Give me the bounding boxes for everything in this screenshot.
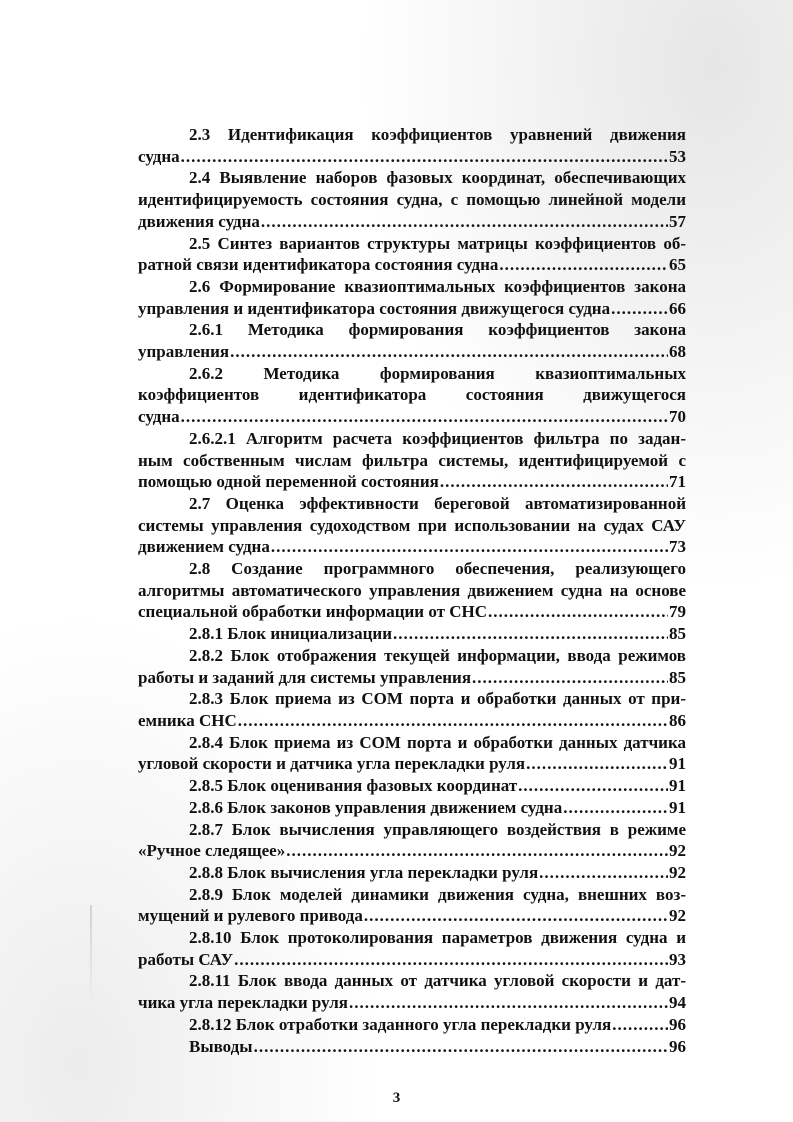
toc-entry-leader-line [138, 298, 686, 320]
dot-leader [181, 406, 668, 428]
toc-entry-title: 2.8.1 Блок инициализации [189, 624, 393, 644]
toc-entry-leader-line [138, 254, 686, 276]
toc-entry-title-line: 2.8 Создание программного обеспечения, реализующего [189, 559, 686, 579]
toc-page-number: 96 [669, 1036, 686, 1056]
toc-entry [138, 797, 686, 819]
toc-entry-title: работы САУ [138, 949, 234, 969]
toc-entry-title: 2.8.8 Блок вычисления угла перекладки руля [189, 862, 539, 882]
toc-entry [138, 428, 686, 493]
dot-leader [440, 471, 668, 493]
toc-entry-leader-line [138, 1036, 686, 1058]
toc-entry [138, 1014, 686, 1036]
toc-entry [138, 124, 686, 167]
toc-page-number: 73 [669, 537, 686, 557]
toc-entry [138, 623, 686, 645]
toc-page-number: 92 [669, 862, 686, 882]
toc-entry-title: работы и заданий для системы управления [138, 667, 472, 687]
toc-page-number: 79 [669, 602, 686, 622]
toc-entry-leader-line [138, 536, 686, 558]
toc-entry-title: 2.8.12 Блок отработки заданного угла перекладки руля [189, 1014, 612, 1034]
toc-page-number: 94 [669, 993, 686, 1013]
toc-entry-title-line: 2.8.7 Блок вычисления управляющего воздействия в режиме [189, 819, 686, 839]
toc-entry-title-line: 2.6 Формирование квазиоптимальных коэффициентов закона [189, 276, 686, 296]
toc-entry-title-line: системы управления судоходством при использовании на судах САУ [138, 515, 686, 535]
toc-entry [138, 645, 686, 688]
dot-leader [349, 992, 668, 1014]
dot-leader [499, 254, 668, 276]
toc-page-number: 85 [669, 667, 686, 687]
toc-entry-title: «Ручное следящее» [138, 841, 286, 861]
toc-entry-title: чика угла перекладки руля [138, 993, 348, 1013]
toc-entry-leader-line [138, 471, 686, 493]
toc-entry [138, 233, 686, 276]
toc-entry [138, 363, 686, 428]
toc-page-number: 66 [669, 298, 686, 318]
dot-leader [393, 623, 668, 645]
dot-leader [364, 905, 668, 927]
toc-entry-title-line: ным собственным числам фильтра системы, идентифицируемой с [138, 450, 686, 470]
toc-entry-title-line: коэффициентов идентификатора состояния движущегося [138, 385, 686, 405]
toc-entry-title: мущений и рулевого привода [138, 906, 363, 926]
toc-entry-leader-line [138, 840, 686, 862]
dot-leader [612, 1014, 668, 1036]
toc-page-number: 53 [669, 146, 686, 166]
toc-entry [138, 319, 686, 362]
toc-entry-title-line: идентифицируемость состояния судна, с помощью линейной модели [138, 190, 686, 210]
toc-entry-leader-line [138, 775, 686, 797]
toc-entry [138, 558, 686, 623]
toc-page-number: 92 [669, 841, 686, 861]
dot-leader [238, 710, 668, 732]
toc-entry-title: емника СНС [138, 710, 237, 730]
toc-entry-title: помощью одной переменной состояния [138, 472, 439, 492]
toc-entry-title-line: 2.4 Выявление наборов фазовых координат, обеспечивающих [189, 168, 686, 188]
dot-leader [611, 298, 668, 320]
toc-entry-title-line: 2.7 Оценка эффективности береговой автоматизированной [189, 493, 686, 513]
toc-entry-leader-line [138, 406, 686, 428]
toc-page-number: 70 [669, 407, 686, 427]
toc-entry-title-line: 2.3 Идентификация коэффициентов уравнений движения [189, 125, 686, 144]
toc-entry-title-line: 2.8.4 Блок приема из СОМ порта и обработки данных датчика [189, 732, 686, 752]
toc-entry [138, 167, 686, 232]
toc-entry-title: специальной обработки информации от СНС [138, 602, 487, 622]
toc-entry-title: движения судна [138, 211, 260, 231]
page-number: 3 [392, 1090, 401, 1106]
toc-entry [138, 884, 686, 927]
toc-page-number: 86 [669, 710, 686, 730]
toc-entry-leader-line [138, 862, 686, 884]
toc-entry-leader-line [138, 341, 686, 363]
toc-page-number: 91 [669, 754, 686, 774]
toc-entry-title: управления и идентификатора состояния движущегося судна [138, 298, 611, 318]
toc-entry-title: движением судна [138, 537, 270, 557]
toc-entry-title-line: 2.8.2 Блок отображения текущей информации, ввода режимов [189, 645, 686, 665]
toc-entry-title-line: алгоритмы автоматического управления движением судна на основе [138, 580, 686, 600]
toc-page-number: 85 [669, 624, 686, 644]
toc-entry-title-line: 2.5 Синтез вариантов структуры матрицы коэффициентов об- [189, 233, 686, 253]
toc-page-number: 65 [669, 255, 686, 275]
toc-entry-leader-line [138, 710, 686, 732]
dot-leader [254, 1036, 668, 1058]
toc-entry-title: угловой скорости и датчика угла перекладки руля [138, 754, 526, 774]
toc-entry-leader-line [138, 992, 686, 1014]
toc-page-number: 71 [669, 472, 686, 492]
toc-entry-leader-line [138, 667, 686, 689]
toc-entry-title-line: 2.8.11 Блок ввода данных от датчика угловой скорости и дат- [189, 971, 686, 991]
dot-leader [271, 536, 668, 558]
toc-entry-title-line: 2.6.1 Методика формирования коэффициентов закона [189, 320, 686, 340]
toc-entry [138, 970, 686, 1013]
toc-entry-leader-line [138, 211, 686, 233]
toc-entry-title: 2.8.6 Блок законов управления движением судна [189, 797, 563, 817]
toc-entry [138, 819, 686, 862]
toc-page-number: 91 [669, 797, 686, 817]
dot-leader [261, 211, 668, 233]
toc-entry [138, 1036, 686, 1058]
toc-entry [138, 276, 686, 319]
toc-entry-title-line: 2.6.2 Методика формирования квазиоптимальных [189, 363, 686, 383]
dot-leader [563, 797, 668, 819]
toc-page-number: 96 [669, 1014, 686, 1034]
toc-entry-title-line: 2.6.2.1 Алгоритм расчета коэффициентов фильтра по задан- [189, 428, 686, 448]
toc-page-number: 57 [669, 211, 686, 231]
toc-entry-leader-line [138, 797, 686, 819]
toc-entry [138, 927, 686, 970]
toc-page-number: 91 [669, 776, 686, 796]
toc-entry-leader-line [138, 905, 686, 927]
toc-entry-leader-line [138, 1014, 686, 1036]
scan-artifact [90, 905, 92, 1005]
toc-entry [138, 732, 686, 775]
dot-leader [234, 949, 668, 971]
dot-leader [488, 601, 668, 623]
dot-leader [286, 840, 668, 862]
toc-entry-leader-line [138, 601, 686, 623]
toc-entry-leader-line [138, 753, 686, 775]
toc-entry [138, 688, 686, 731]
toc-entry-leader-line [138, 623, 686, 645]
toc-entry-title: судна [138, 407, 180, 427]
toc-entry-title: судна [138, 146, 180, 166]
toc-entry-title-line: 2.8.3 Блок приема из СОМ порта и обработки данных от при- [189, 689, 686, 709]
toc-entry-title: управления [138, 342, 230, 362]
dot-leader [181, 146, 668, 168]
toc-entry-title: Выводы [189, 1036, 253, 1056]
toc-entry-leader-line [138, 146, 686, 168]
toc-page-number: 93 [669, 949, 686, 969]
toc-entry-title-line: 2.8.10 Блок протоколирования параметров движения судна и [189, 928, 686, 948]
toc-entry [138, 862, 686, 884]
dot-leader [230, 341, 668, 363]
dot-leader [472, 667, 668, 689]
toc-entry-title: ратной связи идентификатора состояния судна [138, 255, 499, 275]
dot-leader [526, 753, 668, 775]
toc-entry-title: 2.8.5 Блок оценивания фазовых координат [189, 776, 518, 796]
toc-page-number: 92 [669, 906, 686, 926]
toc-entry [138, 493, 686, 558]
toc-entry-title-line: 2.8.9 Блок моделей динамики движения судна, внешних воз- [189, 884, 686, 904]
dot-leader [518, 775, 668, 797]
toc-entry-leader-line [138, 949, 686, 971]
table-of-contents [138, 124, 686, 1057]
toc-entry [138, 775, 686, 797]
dot-leader [539, 862, 668, 884]
toc-page-number: 68 [669, 342, 686, 362]
